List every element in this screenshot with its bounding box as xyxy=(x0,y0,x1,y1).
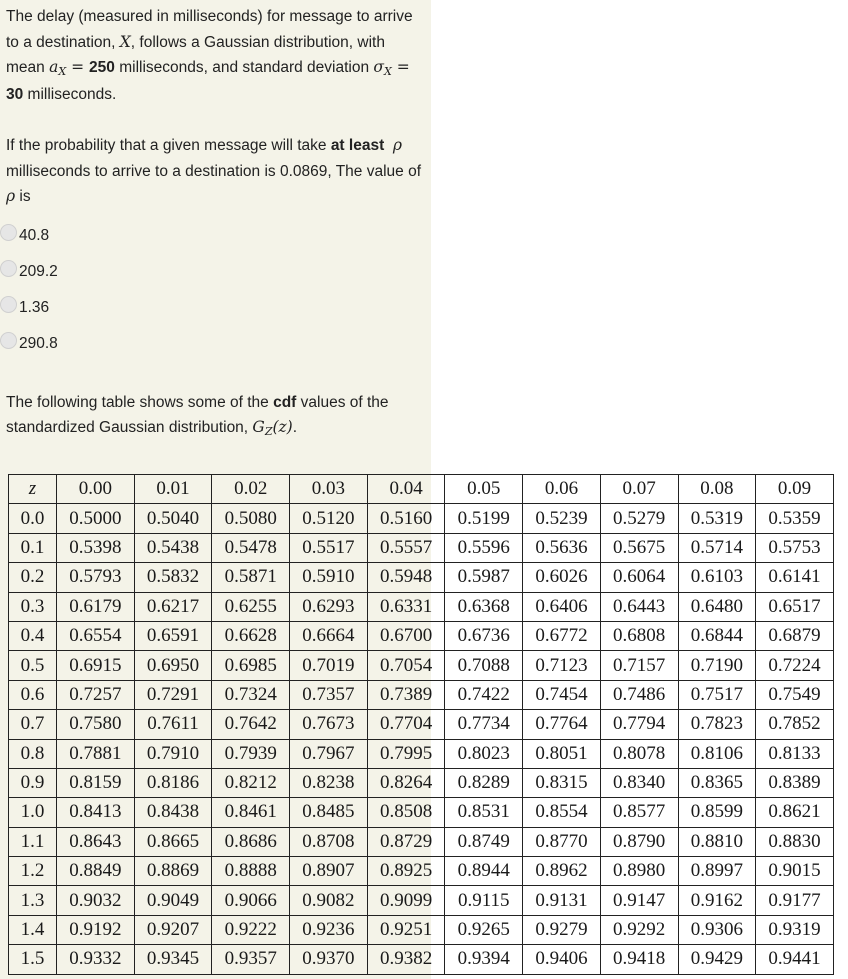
cdf-value-cell: 0.7291 xyxy=(134,680,212,709)
cdf-value-cell: 0.7190 xyxy=(678,651,756,680)
cdf-value-cell: 0.9222 xyxy=(212,915,290,944)
p1-text-3: milliseconds, and standard deviation xyxy=(114,59,374,76)
cdf-value-cell: 0.7088 xyxy=(445,651,523,680)
cdf-value-cell: 0.7157 xyxy=(600,651,678,680)
cdf-value-cell: 0.9394 xyxy=(445,945,523,974)
cdf-value-cell: 0.7486 xyxy=(600,680,678,709)
z-header: z xyxy=(9,475,57,504)
p3-text-3: . xyxy=(292,419,298,436)
cdf-value-cell: 0.8186 xyxy=(134,768,212,797)
cdf-value-cell: 0.8340 xyxy=(600,768,678,797)
column-header: 0.00 xyxy=(57,475,135,504)
p2-text-2: milliseconds to arrive to a destination is 0.0869, The value of xyxy=(6,162,422,180)
cdf-bold: cdf xyxy=(273,393,297,411)
cdf-value-cell: 0.9370 xyxy=(290,945,368,974)
cdf-value-cell: 0.5199 xyxy=(445,504,523,533)
table-row xyxy=(9,739,834,768)
cdf-value-cell: 0.6950 xyxy=(134,651,212,680)
cdf-value-cell: 0.6406 xyxy=(523,592,601,621)
cdf-value-cell: 0.9147 xyxy=(600,886,678,915)
z-value-cell: 0.7 xyxy=(9,710,57,739)
p3-text-1: The following table shows some of the xyxy=(6,393,274,411)
cdf-value-cell: 0.8051 xyxy=(523,739,601,768)
cdf-value-cell: 0.5359 xyxy=(756,504,834,533)
option-label: 1.36 xyxy=(19,298,50,316)
cdf-value-cell: 0.6591 xyxy=(134,621,212,650)
cdf-value-cell: 0.8023 xyxy=(445,739,523,768)
cdf-value-cell: 0.7673 xyxy=(290,710,368,739)
cdf-value-cell: 0.6985 xyxy=(212,651,290,680)
cdf-value-cell: 0.8315 xyxy=(523,768,601,797)
cdf-value-cell: 0.5714 xyxy=(678,533,756,562)
cdf-value-cell: 0.9251 xyxy=(367,915,445,944)
cdf-value-cell: 0.5987 xyxy=(445,563,523,592)
cdf-value-cell: 0.9066 xyxy=(212,886,290,915)
cdf-value-cell: 0.9236 xyxy=(290,915,368,944)
column-header: 0.03 xyxy=(290,475,368,504)
func-argument: (z) xyxy=(272,418,293,436)
cdf-value-cell: 0.8770 xyxy=(523,827,601,856)
cdf-value-cell: 0.8413 xyxy=(57,798,135,827)
cdf-value-cell: 0.5596 xyxy=(445,533,523,562)
answer-options xyxy=(6,218,426,362)
cdf-value-cell: 0.8106 xyxy=(678,739,756,768)
cdf-value-cell: 0.6026 xyxy=(523,563,601,592)
table-row xyxy=(9,886,834,915)
var-x: X xyxy=(119,32,131,51)
p2-text-3: is xyxy=(15,188,31,205)
cdf-value-cell: 0.5319 xyxy=(678,504,756,533)
cdf-value-cell: 0.7642 xyxy=(212,710,290,739)
cdf-value-cell: 0.7580 xyxy=(57,710,135,739)
table-row xyxy=(9,621,834,650)
cdf-value-cell: 0.8997 xyxy=(678,857,756,886)
table-row xyxy=(9,827,834,856)
column-header: 0.09 xyxy=(756,475,834,504)
cdf-value-cell: 0.6331 xyxy=(367,592,445,621)
cdf-value-cell: 0.7704 xyxy=(367,710,445,739)
cdf-value-cell: 0.7794 xyxy=(600,710,678,739)
cdf-value-cell: 0.5948 xyxy=(367,563,445,592)
z-value-cell: 1.5 xyxy=(9,945,57,974)
cdf-value-cell: 0.5438 xyxy=(134,533,212,562)
z-value-cell: 1.2 xyxy=(9,857,57,886)
cdf-value-cell: 0.5675 xyxy=(600,533,678,562)
cdf-value-cell: 0.8830 xyxy=(756,827,834,856)
cdf-value-cell: 0.9441 xyxy=(756,945,834,974)
cdf-value-cell: 0.6368 xyxy=(445,592,523,621)
cdf-value-cell: 0.7852 xyxy=(756,710,834,739)
cdf-value-cell: 0.8869 xyxy=(134,857,212,886)
cdf-value-cell: 0.6141 xyxy=(756,563,834,592)
cdf-value-cell: 0.7734 xyxy=(445,710,523,739)
cdf-value-cell: 0.9357 xyxy=(212,945,290,974)
column-header: 0.08 xyxy=(678,475,756,504)
cdf-value-cell: 0.6915 xyxy=(57,651,135,680)
cdf-value-cell: 0.8810 xyxy=(678,827,756,856)
cdf-value-cell: 0.8577 xyxy=(600,798,678,827)
table-row xyxy=(9,945,834,974)
cdf-value-cell: 0.6844 xyxy=(678,621,756,650)
p1-text-1: The delay (measured in milliseconds) for message to arrive to a destination, xyxy=(6,8,413,51)
table-row xyxy=(9,592,834,621)
sd-subscript: X xyxy=(383,65,392,78)
z-value-cell: 0.4 xyxy=(9,621,57,650)
cdf-value-cell: 0.6480 xyxy=(678,592,756,621)
cdf-value-cell: 0.9382 xyxy=(367,945,445,974)
table-row xyxy=(9,504,834,533)
z-value-cell: 1.3 xyxy=(9,886,57,915)
cdf-value-cell: 0.8264 xyxy=(367,768,445,797)
question-paragraph-1 xyxy=(6,4,426,107)
cdf-value-cell: 0.7422 xyxy=(445,680,523,709)
table-row xyxy=(9,533,834,562)
cdf-value-cell: 0.7123 xyxy=(523,651,601,680)
cdf-value-cell: 0.9406 xyxy=(523,945,601,974)
mean-value: 250 xyxy=(89,59,115,76)
cdf-value-cell: 0.7764 xyxy=(523,710,601,739)
answer-option[interactable] xyxy=(0,254,426,290)
z-value-cell: 0.8 xyxy=(9,739,57,768)
cdf-value-cell: 0.6736 xyxy=(445,621,523,650)
cdf-value-cell: 0.5478 xyxy=(212,533,290,562)
question-paragraph-2 xyxy=(6,133,426,210)
cdf-value-cell: 0.5910 xyxy=(290,563,368,592)
cdf-value-cell: 0.8289 xyxy=(445,768,523,797)
cdf-value-cell: 0.8962 xyxy=(523,857,601,886)
cdf-value-cell: 0.5636 xyxy=(523,533,601,562)
table-header-row xyxy=(9,475,834,504)
cdf-value-cell: 0.6879 xyxy=(756,621,834,650)
cdf-value-cell: 0.5832 xyxy=(134,563,212,592)
table-row xyxy=(9,798,834,827)
cdf-value-cell: 0.8749 xyxy=(445,827,523,856)
column-header: 0.06 xyxy=(523,475,601,504)
question-content xyxy=(6,4,426,442)
cdf-value-cell: 0.7939 xyxy=(212,739,290,768)
cdf-value-cell: 0.9115 xyxy=(445,886,523,915)
cdf-value-cell: 0.7881 xyxy=(57,739,135,768)
cdf-value-cell: 0.9319 xyxy=(756,915,834,944)
table-row xyxy=(9,680,834,709)
cdf-value-cell: 0.8621 xyxy=(756,798,834,827)
func-symbol: G xyxy=(252,418,265,436)
cdf-value-cell: 0.5040 xyxy=(134,504,212,533)
cdf-value-cell: 0.9332 xyxy=(57,945,135,974)
cdf-value-cell: 0.8365 xyxy=(678,768,756,797)
p3-text-2: values of the standardized Gaussian distribution, xyxy=(6,393,389,436)
cdf-value-cell: 0.8980 xyxy=(600,857,678,886)
z-value-cell: 0.3 xyxy=(9,592,57,621)
cdf-value-cell: 0.5753 xyxy=(756,533,834,562)
table-row xyxy=(9,857,834,886)
sd-symbol: σ xyxy=(373,58,384,76)
cdf-value-cell: 0.8389 xyxy=(756,768,834,797)
cdf-value-cell: 0.7454 xyxy=(523,680,601,709)
p2-text-1: If the probability that a given message will take xyxy=(6,137,331,154)
column-header: 0.02 xyxy=(212,475,290,504)
func-subscript: Z xyxy=(264,425,273,438)
cdf-value-cell: 0.8159 xyxy=(57,768,135,797)
cdf-value-cell: 0.5279 xyxy=(600,504,678,533)
radio-button[interactable] xyxy=(0,260,17,277)
cdf-value-cell: 0.6103 xyxy=(678,563,756,592)
cdf-value-cell: 0.9345 xyxy=(134,945,212,974)
cdf-value-cell: 0.7910 xyxy=(134,739,212,768)
cdf-value-cell: 0.7389 xyxy=(367,680,445,709)
cdf-value-cell: 0.7324 xyxy=(212,680,290,709)
cdf-value-cell: 0.5871 xyxy=(212,563,290,592)
cdf-value-cell: 0.5557 xyxy=(367,533,445,562)
answer-option[interactable] xyxy=(0,290,426,326)
cdf-value-cell: 0.6217 xyxy=(134,592,212,621)
cdf-value-cell: 0.8907 xyxy=(290,857,368,886)
cdf-value-cell: 0.9131 xyxy=(523,886,601,915)
cdf-value-cell: 0.5000 xyxy=(57,504,135,533)
z-value-cell: 0.5 xyxy=(9,651,57,680)
option-label: 209.2 xyxy=(19,262,58,280)
cdf-value-cell: 0.9207 xyxy=(134,915,212,944)
cdf-value-cell: 0.8508 xyxy=(367,798,445,827)
cdf-value-cell: 0.5793 xyxy=(57,563,135,592)
option-label: 40.8 xyxy=(19,226,50,244)
cdf-value-cell: 0.5398 xyxy=(57,533,135,562)
cdf-value-cell: 0.7224 xyxy=(756,651,834,680)
cdf-value-cell: 0.8849 xyxy=(57,857,135,886)
cdf-value-cell: 0.7357 xyxy=(290,680,368,709)
column-header: 0.01 xyxy=(134,475,212,504)
cdf-value-cell: 0.9099 xyxy=(367,886,445,915)
cdf-value-cell: 0.9049 xyxy=(134,886,212,915)
cdf-value-cell: 0.9082 xyxy=(290,886,368,915)
cdf-value-cell: 0.6772 xyxy=(523,621,601,650)
mean-equals: = xyxy=(66,58,90,76)
cdf-value-cell: 0.6443 xyxy=(600,592,678,621)
cdf-value-cell: 0.6628 xyxy=(212,621,290,650)
column-header: 0.04 xyxy=(367,475,445,504)
cdf-value-cell: 0.8888 xyxy=(212,857,290,886)
cdf-value-cell: 0.5517 xyxy=(290,533,368,562)
radio-button[interactable] xyxy=(0,296,17,313)
cdf-value-cell: 0.8708 xyxy=(290,827,368,856)
cdf-value-cell: 0.8686 xyxy=(212,827,290,856)
radio-button[interactable] xyxy=(0,224,17,241)
rho-symbol-1: ρ xyxy=(392,136,402,154)
cdf-value-cell: 0.6255 xyxy=(212,592,290,621)
option-label: 290.8 xyxy=(19,334,58,352)
cdf-value-cell: 0.8729 xyxy=(367,827,445,856)
column-header: 0.05 xyxy=(445,475,523,504)
cdf-value-cell: 0.6517 xyxy=(756,592,834,621)
z-value-cell: 0.0 xyxy=(9,504,57,533)
cdf-value-cell: 0.7611 xyxy=(134,710,212,739)
cdf-value-cell: 0.5239 xyxy=(523,504,601,533)
cdf-value-cell: 0.5120 xyxy=(290,504,368,533)
cdf-value-cell: 0.8461 xyxy=(212,798,290,827)
at-least-bold: at least xyxy=(330,137,385,154)
cdf-value-cell: 0.8643 xyxy=(57,827,135,856)
cdf-value-cell: 0.8238 xyxy=(290,768,368,797)
rho-symbol-2: ρ xyxy=(6,187,16,205)
p1-text-4: milliseconds. xyxy=(23,85,117,103)
cdf-value-cell: 0.8485 xyxy=(290,798,368,827)
cdf-value-cell: 0.8531 xyxy=(445,798,523,827)
cdf-table-wrapper xyxy=(8,474,834,975)
cdf-value-cell: 0.9292 xyxy=(600,915,678,944)
cdf-value-cell: 0.7995 xyxy=(367,739,445,768)
sd-equals: = xyxy=(391,58,410,76)
radio-button[interactable] xyxy=(0,332,17,349)
cdf-value-cell: 0.8438 xyxy=(134,798,212,827)
cdf-value-cell: 0.8665 xyxy=(134,827,212,856)
cdf-value-cell: 0.6554 xyxy=(57,621,135,650)
cdf-value-cell: 0.7549 xyxy=(756,680,834,709)
cdf-value-cell: 0.9162 xyxy=(678,886,756,915)
cdf-value-cell: 0.6179 xyxy=(57,592,135,621)
z-value-cell: 0.2 xyxy=(9,563,57,592)
cdf-value-cell: 0.9177 xyxy=(756,886,834,915)
table-row xyxy=(9,710,834,739)
mean-symbol: a xyxy=(49,58,59,76)
table-row xyxy=(9,563,834,592)
z-value-cell: 0.1 xyxy=(9,533,57,562)
table-row xyxy=(9,768,834,797)
cdf-value-cell: 0.9265 xyxy=(445,915,523,944)
cdf-value-cell: 0.9192 xyxy=(57,915,135,944)
z-value-cell: 1.0 xyxy=(9,798,57,827)
cdf-value-cell: 0.8790 xyxy=(600,827,678,856)
z-value-cell: 1.4 xyxy=(9,915,57,944)
z-value-cell: 0.9 xyxy=(9,768,57,797)
cdf-value-cell: 0.7967 xyxy=(290,739,368,768)
cdf-value-cell: 0.8212 xyxy=(212,768,290,797)
cdf-value-cell: 0.5160 xyxy=(367,504,445,533)
cdf-value-cell: 0.8554 xyxy=(523,798,601,827)
cdf-value-cell: 0.9306 xyxy=(678,915,756,944)
cdf-value-cell: 0.8944 xyxy=(445,857,523,886)
cdf-value-cell: 0.7823 xyxy=(678,710,756,739)
cdf-value-cell: 0.5080 xyxy=(212,504,290,533)
cdf-value-cell: 0.8599 xyxy=(678,798,756,827)
p1-text-2: , follows a Gaussian distribution, with mean xyxy=(6,33,385,76)
cdf-value-cell: 0.9429 xyxy=(678,945,756,974)
cdf-value-cell: 0.6808 xyxy=(600,621,678,650)
answer-option[interactable] xyxy=(0,218,426,254)
question-paragraph-3 xyxy=(6,390,426,442)
cdf-value-cell: 0.8078 xyxy=(600,739,678,768)
cdf-value-cell: 0.9418 xyxy=(600,945,678,974)
cdf-value-cell: 0.7019 xyxy=(290,651,368,680)
cdf-value-cell: 0.7257 xyxy=(57,680,135,709)
cdf-value-cell: 0.7517 xyxy=(678,680,756,709)
mean-subscript: X xyxy=(58,65,67,78)
z-value-cell: 0.6 xyxy=(9,680,57,709)
cdf-value-cell: 0.8925 xyxy=(367,857,445,886)
column-header: 0.07 xyxy=(600,475,678,504)
table-row xyxy=(9,651,834,680)
cdf-value-cell: 0.7054 xyxy=(367,651,445,680)
sd-value: 30 xyxy=(6,85,24,103)
cdf-table xyxy=(8,474,834,975)
cdf-value-cell: 0.9279 xyxy=(523,915,601,944)
cdf-value-cell: 0.9015 xyxy=(756,857,834,886)
cdf-value-cell: 0.6700 xyxy=(367,621,445,650)
answer-option[interactable] xyxy=(0,326,426,362)
table-row xyxy=(9,915,834,944)
cdf-value-cell: 0.6293 xyxy=(290,592,368,621)
cdf-value-cell: 0.9032 xyxy=(57,886,135,915)
cdf-value-cell: 0.6664 xyxy=(290,621,368,650)
cdf-value-cell: 0.6064 xyxy=(600,563,678,592)
z-value-cell: 1.1 xyxy=(9,827,57,856)
cdf-value-cell: 0.8133 xyxy=(756,739,834,768)
